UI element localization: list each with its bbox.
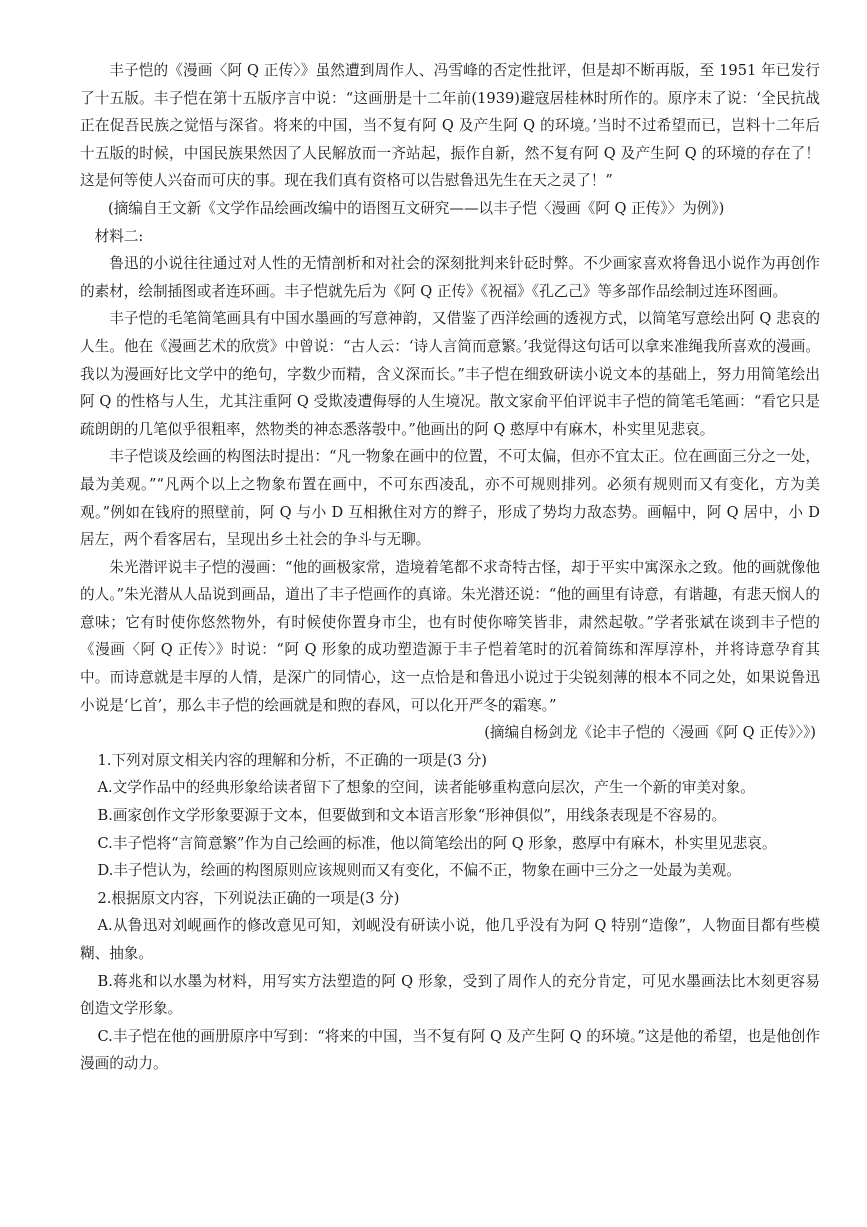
question-2 xyxy=(80,885,820,1078)
passage-paragraph-4: 丰子恺谈及绘画的构图法时提出：“凡一物象在画中的位置，不可太偏，但亦不宜太正。位在画面三分之一处，最为美观。”“凡两个以上之物象布置在画中，不可东西凌乱，亦不可规则排列。必须有规则而又有变化，方为美观。”例如在钱府的照壁前，阿 Q 与小 D 互相揪住对方的辫子，形成了势均力敌态势。画幅中，阿 Q 居中，小 D 居左，两个看客居右，呈现出乡土社会的争斗与无聊。 xyxy=(80,448,820,549)
document-page xyxy=(80,57,820,1078)
material-2-heading: 材料二: xyxy=(94,227,144,245)
passage-paragraph-1: 丰子恺的《漫画〈阿 Q 正传〉》虽然遭到周作人、冯雪峰的否定性批评，但是却不断再版，至 1951 年已发行了十五版。丰子恺在第十五版序言中说：“这画册是十二年前(1939)避寇居桂林时所作的。原序末了说：‘全民抗战正在促吾民族之觉悟与深省。将来的中国，当不复有阿 Q 及产生阿 Q 的环境。’当时不过希望而已，岂料十二年后十五版的时候，中国民族果然因了人民解放而一齐站起，振作自新，然不复有阿 Q 及产生阿 Q 的环境的存在了！这是何等使人兴奋而可庆的事。现在我们真有资格可以告慰鲁迅先生在天之灵了！” xyxy=(80,62,820,190)
question-option: B.蒋兆和以水墨为材料，用写实方法塑造的阿 Q 形象，受到了周作人的充分肯定，可见水墨画法比木刻更容易创造文学形象。 xyxy=(80,972,820,1018)
question-1 xyxy=(80,747,820,885)
question-option: A.从鲁迅对刘岘画作的修改意见可知，刘岘没有研读小说，他几乎没有为阿 Q 特别“造像”，人物面目都有些模糊、抽象。 xyxy=(80,917,820,962)
passage-paragraph-2: 鲁迅的小说往往通过对人性的无情剖析和对社会的深刻批判来针砭时弊。不少画家喜欢将鲁迅小说作为再创作的素材，绘制插图或者连环画。丰子恺就先后为《阿 Q 正传》《祝福》《孔乙己》等多部作品绘制过连环图画。 xyxy=(80,255,820,300)
question-option: B.画家创作文学形象要源于文本，但要做到和文本语言形象“形神俱似”，用线条表现是不容易的。 xyxy=(97,807,727,825)
question-option: A.文学作品中的经典形象给读者留下了想象的空间，读者能够重构意向层次，产生一个新的审美对象。 xyxy=(97,779,755,797)
source-citation-1: (摘编自王文新《文学作品绘画改编中的语图互文研究——以丰子恺〈漫画《阿 Q 正传》〉为例》) xyxy=(108,199,725,217)
question-option: C.丰子恺将“言简意繁”作为自己绘画的标准，他以简笔绘出的阿 Q 形象，憨厚中有麻木，朴实里见悲哀。 xyxy=(97,834,777,852)
question-option: C.丰子恺在他的画册原序中写到：“将来的中国，当不复有阿 Q 及产生阿 Q 的环境。”这是他的希望，也是他创作漫画的动力。 xyxy=(80,1027,820,1073)
passage-paragraph-5: 朱光潜评说丰子恺的漫画：“他的画极家常，造境着笔都不求奇特古怪，却于平实中寓深永之致。他的画就像他的人。”朱光潜从人品说到画品，道出了丰子恺画作的真谛。朱光潜还说：“他的画里有诗意，有谐趣，有悲天悯人的意味；它有时使你悠然物外，有时候使你置身市尘，也有时使你啼笑皆非，肃然起敬。”学者张斌在谈到丰子恺的《漫画〈阿 Q 正传〉》时说：“阿 Q 形象的成功塑造源于丰子恺着笔时的沉着简练和浑厚淳朴，并将诗意孕育其中。而诗意就是丰厚的人情，是深广的同情心，这一点恰是和鲁迅小说过于尖锐刻薄的根本不同之处，如果说鲁迅小说是‘匕首’，那么丰子恺的绘画就是和煦的春风，可以化开严冬的霜寒。” xyxy=(80,558,820,714)
passage-paragraph-3: 丰子恺的毛笔简笔画具有中国水墨画的写意神韵，又借鉴了西洋绘画的透视方式，以简笔写意绘出阿 Q 悲哀的人生。他在《漫画艺术的欣赏》中曾说：“古人云：‘诗人言简而意繁。’我觉得这句话可以拿来准绳我所喜欢的漫画。我以为漫画好比文学中的绝句，字数少而精，含义深而长。”丰子恺在细致研读小说文本的基础上，努力用简笔绘出阿 Q 的性格与人生，尤其注重阿 Q 受欺凌遭侮辱的人生境况。散文家俞平伯评说丰子恺的简笔毛笔画：“看它只是疏朗朗的几笔似乎很粗率，然物类的神态悉落彀中。”他画出的阿 Q 憨厚中有麻木，朴实里见悲哀。 xyxy=(80,310,820,438)
source-citation-2: (摘编自杨剑龙《论丰子恺的〈漫画《阿 Q 正传》〉》) xyxy=(484,724,816,742)
question-stem: 1.下列对原文相关内容的理解和分析，不正确的一项是(3 分) xyxy=(97,751,488,769)
question-option: D.丰子恺认为，绘画的构图原则应该规则而又有变化，不偏不正，物象在画中三分之一处最为美观。 xyxy=(97,862,741,880)
question-stem: 2.根据原文内容，下列说法正确的一项是(3 分) xyxy=(97,889,400,907)
